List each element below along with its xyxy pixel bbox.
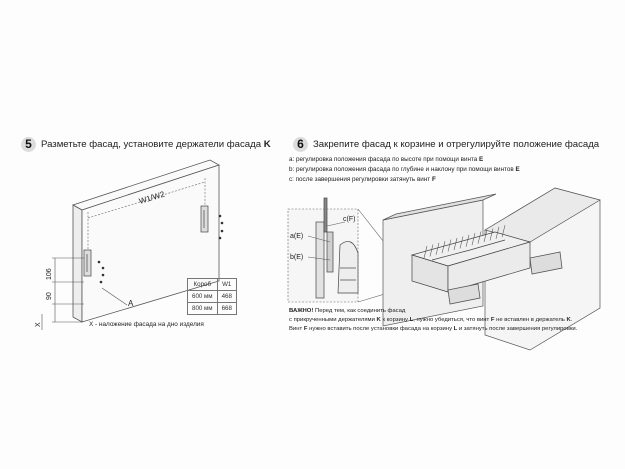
warning-line-2-l: L: [409, 316, 414, 323]
warning-lead: ВАЖНО!: [289, 308, 314, 314]
warning-line-2-b: к корзину: [382, 316, 408, 323]
warning-line-3-c: и затянуть после завершения регулировки.: [458, 325, 578, 332]
note-c-text: c: после завершения регулировки затянуть винт: [289, 176, 431, 183]
warning-line-2-k: K: [376, 316, 381, 323]
warning-line-1: [289, 307, 577, 316]
warning-line-1-text: Перед тем, как соединить фасад: [314, 308, 406, 314]
note-b-bold: E: [515, 166, 520, 173]
table-cell: 800 мм: [188, 303, 218, 315]
table-cell: 600 мм: [188, 291, 218, 303]
step-5-title-bold: K: [263, 139, 271, 150]
step-5-title-text: Разметьте фасад, установите держатели фасада: [41, 139, 262, 150]
note-b-text: b: регулировка положения фасада по глубине и наклону при помощи винтов: [289, 166, 514, 173]
warning-line-3-a: Винт: [289, 325, 303, 332]
dim-x-label: X: [35, 322, 42, 327]
warning-line-2-f: F: [490, 316, 495, 323]
note-a-text: a: регулировка положения фасада по высоте при помощи винта: [289, 156, 478, 163]
step-5-number: 5: [21, 137, 36, 152]
warning-line-2-end: .: [570, 316, 573, 323]
dim-90-label: 90: [46, 292, 53, 300]
label-ae: a(E): [290, 233, 304, 240]
warning-line-2: [289, 316, 577, 325]
dim-106-label: 106: [46, 268, 53, 280]
warning-line-2-d: не вставлен в держатель: [496, 316, 565, 323]
step-6-title: Закрепите фасад к корзине и отрегулируйте положение фасада: [313, 139, 600, 150]
note-c-bold: F: [431, 176, 436, 183]
warning-line-3-b: нужно вставить после установки фасада на корзину: [309, 325, 453, 332]
label-a: A: [128, 299, 134, 308]
label-cf: c(F): [343, 216, 356, 223]
warning-line-3-f: F: [303, 325, 308, 332]
warning-line-3-l: L: [453, 325, 458, 332]
table-cell: 468: [217, 291, 236, 303]
warning-line-2-k2: K: [566, 316, 571, 323]
warning-line-2-a: с прикрученными держателями: [289, 316, 375, 323]
important-warning: [289, 307, 577, 333]
note-a-bold: E: [479, 156, 484, 163]
w-label: W1/W2: [137, 189, 166, 206]
warning-line-2-c: , нужно убедиться, что винт: [413, 316, 490, 323]
table-header-cell: Короб: [188, 279, 218, 291]
table-header-cell: W1: [217, 279, 236, 291]
table-cell: 668: [217, 303, 236, 315]
warning-line-3: [289, 325, 577, 334]
overlap-caption: X - наложение фасада на дно изделия: [89, 321, 204, 328]
label-be: b(E): [290, 254, 304, 261]
step-6-number: 6: [293, 137, 308, 152]
